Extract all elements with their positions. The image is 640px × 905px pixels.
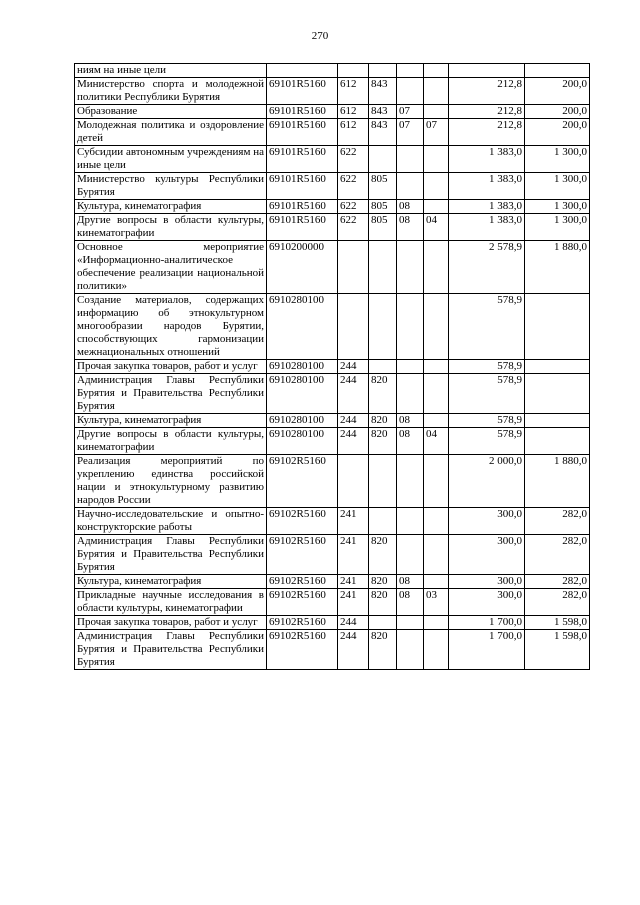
amount-2: 1 300,0 <box>525 200 590 214</box>
target-article-code: 6910280100 <box>267 374 338 414</box>
expense-type-code: 244 <box>338 616 369 630</box>
amount-2: 1 880,0 <box>525 455 590 508</box>
expense-type-code: 622 <box>338 173 369 200</box>
target-article-code: 69102R5160 <box>267 455 338 508</box>
subsection-code <box>424 360 449 374</box>
administrator-code: 805 <box>369 214 397 241</box>
target-article-code: 6910200000 <box>267 241 338 294</box>
item-name: Культура, кинематография <box>75 200 267 214</box>
target-article-code: 69101R5160 <box>267 105 338 119</box>
expense-type-code: 622 <box>338 200 369 214</box>
amount-1: 1 700,0 <box>449 630 525 670</box>
amount-2 <box>525 360 590 374</box>
administrator-code: 805 <box>369 173 397 200</box>
administrator-code: 820 <box>369 630 397 670</box>
subsection-code: 04 <box>424 214 449 241</box>
amount-1: 300,0 <box>449 575 525 589</box>
section-code <box>397 146 424 173</box>
amount-1: 1 383,0 <box>449 200 525 214</box>
item-name: Культура, кинематография <box>75 575 267 589</box>
subsection-code: 03 <box>424 589 449 616</box>
target-article-code: 69102R5160 <box>267 630 338 670</box>
section-code <box>397 241 424 294</box>
amount-2: 1 598,0 <box>525 630 590 670</box>
budget-table <box>74 63 590 670</box>
administrator-code <box>369 241 397 294</box>
subsection-code <box>424 616 449 630</box>
amount-2: 1 598,0 <box>525 616 590 630</box>
table-row <box>75 78 590 105</box>
amount-2 <box>525 428 590 455</box>
amount-1: 578,9 <box>449 374 525 414</box>
target-article-code: 69101R5160 <box>267 119 338 146</box>
expense-type-code: 244 <box>338 414 369 428</box>
target-article-code: 69101R5160 <box>267 200 338 214</box>
subsection-code <box>424 105 449 119</box>
administrator-code: 843 <box>369 78 397 105</box>
subsection-code <box>424 535 449 575</box>
section-code: 08 <box>397 575 424 589</box>
table-row <box>75 360 590 374</box>
item-name: Реализация мероприятий по укреплению единства российской нации и этнокультурному развитию народов России <box>75 455 267 508</box>
table-row <box>75 294 590 360</box>
section-code <box>397 616 424 630</box>
section-code <box>397 294 424 360</box>
amount-1: 2 578,9 <box>449 241 525 294</box>
subsection-code <box>424 173 449 200</box>
expense-type-code: 622 <box>338 146 369 173</box>
expense-type-code <box>338 241 369 294</box>
amount-1: 1 383,0 <box>449 214 525 241</box>
item-name: Администрация Главы Республики Бурятия и Правительства Республики Бурятия <box>75 535 267 575</box>
administrator-code <box>369 455 397 508</box>
section-code <box>397 508 424 535</box>
target-article-code: 69102R5160 <box>267 535 338 575</box>
table-row <box>75 455 590 508</box>
target-article-code: 6910280100 <box>267 414 338 428</box>
administrator-code <box>369 64 397 78</box>
table-row <box>75 105 590 119</box>
table-row <box>75 589 590 616</box>
subsection-code <box>424 374 449 414</box>
expense-type-code: 612 <box>338 105 369 119</box>
amount-2: 200,0 <box>525 78 590 105</box>
target-article-code: 69102R5160 <box>267 616 338 630</box>
amount-1: 2 000,0 <box>449 455 525 508</box>
section-code <box>397 78 424 105</box>
amount-2 <box>525 64 590 78</box>
section-code <box>397 360 424 374</box>
item-name: Основное мероприятие «Информационно-аналитическое обеспечение реализации национальной политики» <box>75 241 267 294</box>
item-name: Прикладные научные исследования в области культуры, кинематографии <box>75 589 267 616</box>
amount-2: 282,0 <box>525 535 590 575</box>
amount-1: 300,0 <box>449 589 525 616</box>
amount-1: 578,9 <box>449 294 525 360</box>
table-row <box>75 173 590 200</box>
expense-type-code <box>338 294 369 360</box>
subsection-code <box>424 146 449 173</box>
table-row <box>75 428 590 455</box>
item-name: Другие вопросы в области культуры, кинематографии <box>75 428 267 455</box>
expense-type-code: 244 <box>338 374 369 414</box>
target-article-code: 69101R5160 <box>267 146 338 173</box>
item-name: Субсидии автономным учреждениям на иные цели <box>75 146 267 173</box>
expense-type-code: 612 <box>338 78 369 105</box>
expense-type-code: 244 <box>338 428 369 455</box>
amount-1: 300,0 <box>449 508 525 535</box>
amount-1: 1 700,0 <box>449 616 525 630</box>
item-name: Научно-исследовательские и опытно-конструкторские работы <box>75 508 267 535</box>
table-row <box>75 575 590 589</box>
page-number: 270 <box>311 30 329 42</box>
table-row <box>75 119 590 146</box>
item-name: Культура, кинематография <box>75 414 267 428</box>
section-code <box>397 535 424 575</box>
subsection-code <box>424 294 449 360</box>
target-article-code: 69102R5160 <box>267 508 338 535</box>
amount-2: 1 880,0 <box>525 241 590 294</box>
amount-2 <box>525 294 590 360</box>
subsection-code <box>424 455 449 508</box>
section-code <box>397 64 424 78</box>
table-row <box>75 630 590 670</box>
section-code: 08 <box>397 414 424 428</box>
amount-1: 1 383,0 <box>449 173 525 200</box>
amount-2: 200,0 <box>525 119 590 146</box>
table-row <box>75 241 590 294</box>
administrator-code: 843 <box>369 119 397 146</box>
section-code <box>397 630 424 670</box>
item-name: Министерство спорта и молодежной политики Республики Бурятия <box>75 78 267 105</box>
target-article-code: 6910280100 <box>267 360 338 374</box>
amount-2: 282,0 <box>525 575 590 589</box>
subsection-code <box>424 414 449 428</box>
item-name: Администрация Главы Республики Бурятия и Правительства Республики Бурятия <box>75 374 267 414</box>
expense-type-code: 241 <box>338 589 369 616</box>
amount-1: 212,8 <box>449 119 525 146</box>
item-name: Министерство культуры Республики Бурятия <box>75 173 267 200</box>
administrator-code <box>369 294 397 360</box>
item-name: Создание материалов, содержащих информацию об этнокультурном многообразии народов Бурятии, способствующих гармонизации межнациональных отношений <box>75 294 267 360</box>
amount-1: 212,8 <box>449 78 525 105</box>
item-name: Прочая закупка товаров, работ и услуг <box>75 616 267 630</box>
administrator-code <box>369 146 397 173</box>
table-row <box>75 508 590 535</box>
section-code <box>397 173 424 200</box>
administrator-code: 820 <box>369 535 397 575</box>
amount-1: 578,9 <box>449 428 525 455</box>
target-article-code: 69101R5160 <box>267 214 338 241</box>
amount-1: 300,0 <box>449 535 525 575</box>
item-name: Прочая закупка товаров, работ и услуг <box>75 360 267 374</box>
administrator-code <box>369 360 397 374</box>
administrator-code <box>369 616 397 630</box>
section-code: 07 <box>397 119 424 146</box>
amount-2: 282,0 <box>525 589 590 616</box>
section-code: 08 <box>397 428 424 455</box>
table-row <box>75 146 590 173</box>
expense-type-code: 241 <box>338 508 369 535</box>
administrator-code <box>369 508 397 535</box>
table-row <box>75 374 590 414</box>
target-article-code: 69101R5160 <box>267 78 338 105</box>
item-name: ниям на иные цели <box>75 64 267 78</box>
administrator-code: 805 <box>369 200 397 214</box>
subsection-code: 07 <box>424 119 449 146</box>
section-code <box>397 455 424 508</box>
amount-2 <box>525 414 590 428</box>
amount-2: 282,0 <box>525 508 590 535</box>
administrator-code: 820 <box>369 414 397 428</box>
target-article-code: 69101R5160 <box>267 173 338 200</box>
target-article-code <box>267 64 338 78</box>
amount-1: 212,8 <box>449 105 525 119</box>
amount-2: 1 300,0 <box>525 146 590 173</box>
expense-type-code: 612 <box>338 119 369 146</box>
section-code: 07 <box>397 105 424 119</box>
section-code: 08 <box>397 200 424 214</box>
table-row <box>75 414 590 428</box>
subsection-code <box>424 508 449 535</box>
administrator-code: 820 <box>369 428 397 455</box>
section-code: 08 <box>397 214 424 241</box>
expense-type-code: 622 <box>338 214 369 241</box>
administrator-code: 820 <box>369 374 397 414</box>
table-row <box>75 214 590 241</box>
expense-type-code: 244 <box>338 360 369 374</box>
target-article-code: 6910280100 <box>267 428 338 455</box>
subsection-code <box>424 64 449 78</box>
amount-2: 1 300,0 <box>525 173 590 200</box>
table-row <box>75 64 590 78</box>
subsection-code <box>424 630 449 670</box>
item-name: Администрация Главы Республики Бурятия и Правительства Республики Бурятия <box>75 630 267 670</box>
administrator-code: 820 <box>369 575 397 589</box>
table-row <box>75 535 590 575</box>
amount-2: 1 300,0 <box>525 214 590 241</box>
amount-1: 1 383,0 <box>449 146 525 173</box>
item-name: Образование <box>75 105 267 119</box>
amount-1 <box>449 64 525 78</box>
item-name: Другие вопросы в области культуры, кинематографии <box>75 214 267 241</box>
table-row <box>75 616 590 630</box>
table-row <box>75 200 590 214</box>
amount-2: 200,0 <box>525 105 590 119</box>
target-article-code: 6910280100 <box>267 294 338 360</box>
subsection-code: 04 <box>424 428 449 455</box>
expense-type-code: 241 <box>338 575 369 589</box>
subsection-code <box>424 575 449 589</box>
amount-1: 578,9 <box>449 360 525 374</box>
administrator-code: 820 <box>369 589 397 616</box>
subsection-code <box>424 78 449 105</box>
amount-1: 578,9 <box>449 414 525 428</box>
table-body <box>75 64 590 670</box>
section-code <box>397 374 424 414</box>
expense-type-code: 244 <box>338 630 369 670</box>
section-code: 08 <box>397 589 424 616</box>
subsection-code <box>424 200 449 214</box>
item-name: Молодежная политика и оздоровление детей <box>75 119 267 146</box>
amount-2 <box>525 374 590 414</box>
target-article-code: 69102R5160 <box>267 575 338 589</box>
expense-type-code <box>338 64 369 78</box>
target-article-code: 69102R5160 <box>267 589 338 616</box>
subsection-code <box>424 241 449 294</box>
expense-type-code <box>338 455 369 508</box>
administrator-code: 843 <box>369 105 397 119</box>
expense-type-code: 241 <box>338 535 369 575</box>
